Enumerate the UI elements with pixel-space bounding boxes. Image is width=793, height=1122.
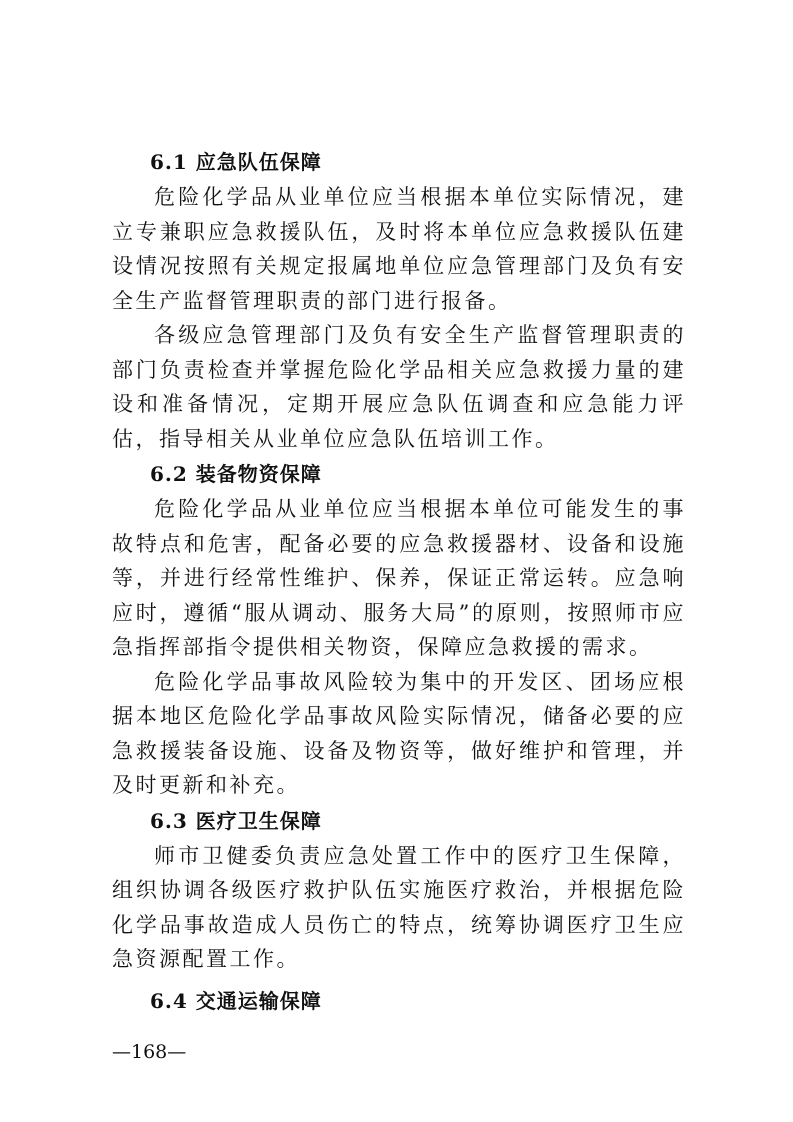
section-heading-6-2: 6.2 装备物资保障 [150, 462, 322, 486]
section-heading-6-1: 6.1 应急队伍保障 [150, 150, 322, 174]
page-content [112, 145, 686, 1018]
section-6-1-paragraph-2: 各级应急管理部门及负有安全生产监督管理职责的部门负责检查并掌握危险化学品相关应急救援力量的建设和准备情况，定期开展应急队伍调查和应急能力评估，指导相关从业单位应急队伍培训工作。 [112, 323, 686, 451]
section-6-2-paragraph-1: 危险化学品从业单位应当根据本单位可能发生的事故特点和危害，配备必要的应急救援器材、设备和设施等，并进行经常性维护、保养，保证正常运转。应急响应时，遵循“服从调动、服务大局”的原则，按照师市应急指挥部指令提供相关物资，保障应急救援的需求。 [112, 497, 686, 659]
page-number: —168— [112, 1041, 187, 1063]
section-6-3-paragraph-1: 师市卫健委负责应急处置工作中的医疗卫生保障，组织协调各级医疗救护队伍实施医疗救治，并根据危险化学品事故造成人员伤亡的特点，统筹协调医疗卫生应急资源配置工作。 [112, 843, 686, 971]
section-6-1-paragraph-1: 危险化学品从业单位应当根据本单位实际情况，建立专兼职应急救援队伍，及时将本单位应急救援队伍建设情况按照有关规定报属地单位应急管理部门及负有安全生产监督管理职责的部门进行报备。 [112, 185, 686, 313]
section-6-2-paragraph-2: 危险化学品事故风险较为集中的开发区、团场应根据本地区危险化学品事故风险实际情况，储备必要的应急救援装备设施、设备及物资等，做好维护和管理，并及时更新和补充。 [112, 669, 686, 797]
section-heading-6-3: 6.3 医疗卫生保障 [150, 808, 322, 833]
section-heading-6-4: 6.4 交通运输保障 [150, 988, 322, 1013]
